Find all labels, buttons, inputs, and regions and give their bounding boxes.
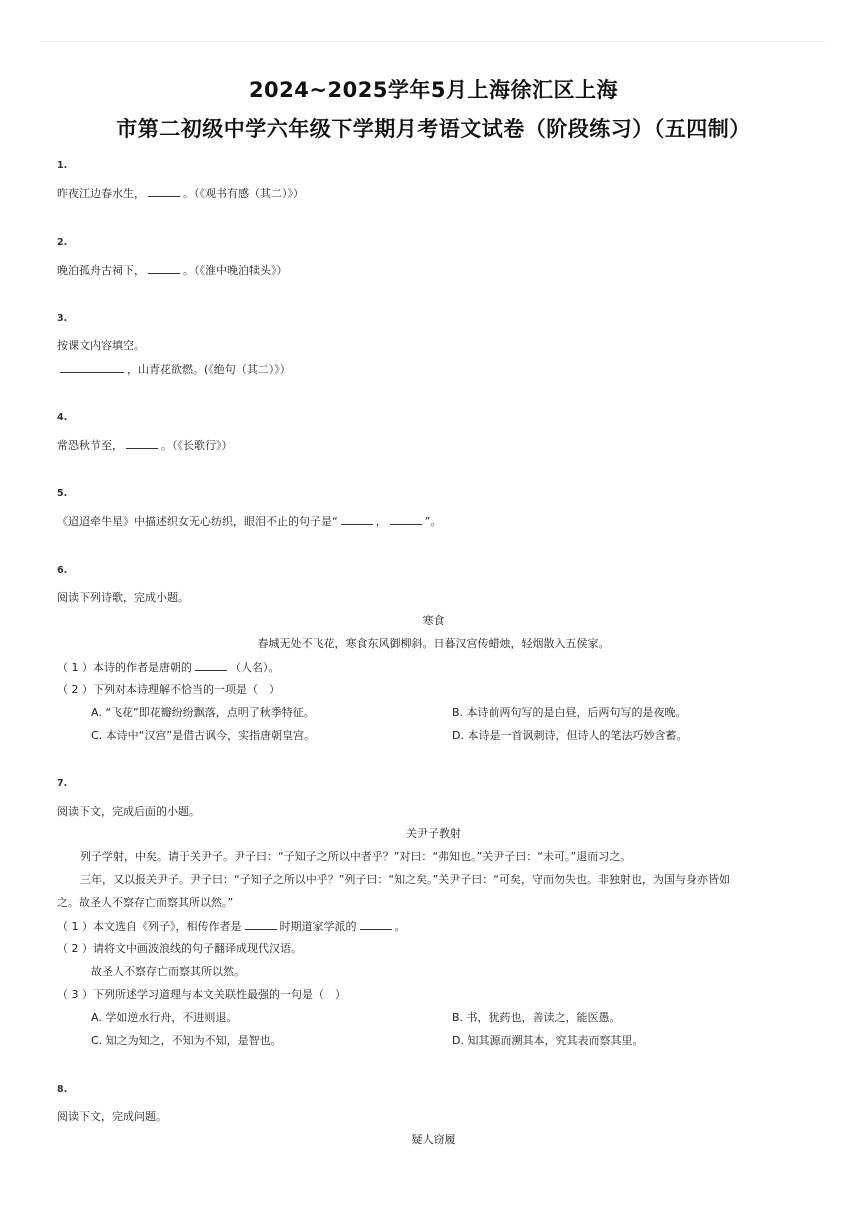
- question-6-option-b[interactable]: B. 本诗前两句写的是白昼，后两句写的是夜晚。: [452, 706, 687, 719]
- question-2-number: 2.: [57, 237, 68, 248]
- question-7-sub-1: [57, 919, 406, 934]
- exam-title-line1: 2024~2025学年5月上海徐汇区上海: [248, 78, 619, 102]
- passage-title: 关尹子教射: [406, 827, 461, 840]
- question-2-text: [57, 263, 288, 278]
- poem-body: 春城无处不飞花，寒食东风御柳斜。日暮汉宫传蜡烛，轻烟散入五侯家。: [257, 637, 610, 650]
- question-3-suffix: ，山青花欲燃。(《绝句（其二）》）: [127, 363, 291, 376]
- passage-paragraph-2-line-2: 之。故圣人不察存亡而察其所以然。”: [57, 896, 234, 909]
- question-7-option-b[interactable]: B. 书，犹药也，善读之，能医愚。: [452, 1011, 621, 1024]
- question-5-blank-2[interactable]: [390, 514, 422, 525]
- question-7-sub-1-blank-1[interactable]: [245, 919, 277, 930]
- question-7-sub-2: （ 2 ）请将文中画波浪线的句子翻译成现代汉语。: [57, 942, 302, 955]
- question-3-number: 3.: [57, 313, 68, 324]
- question-7-option-d[interactable]: D. 知其源而溯其本，究其表而察其里。: [452, 1034, 644, 1047]
- question-7-sub-2-quote: 故圣人不察存亡而察其所以然。: [91, 965, 245, 978]
- question-4-blank[interactable]: [126, 438, 158, 449]
- question-7-option-c[interactable]: C. 知之为知之，不知为不知，是智也。: [91, 1034, 282, 1047]
- question-5-middle: ，: [375, 515, 387, 528]
- question-2-blank[interactable]: [148, 263, 180, 274]
- question-1-text: [57, 186, 304, 201]
- question-6-intro: 阅读下列诗歌，完成小题。: [57, 591, 189, 604]
- question-3-text: [57, 362, 291, 377]
- question-4-suffix: 。（《长歌行》）: [161, 439, 233, 452]
- question-6-sub-1-suffix: （人名）。: [230, 661, 280, 674]
- question-1-blank[interactable]: [148, 186, 180, 197]
- question-6-option-a[interactable]: A. “飞花”即花瓣纷纷飘落，点明了秋季特征。: [91, 706, 315, 719]
- question-8-intro: 阅读下文，完成问题。: [57, 1110, 167, 1123]
- passage-paragraph-2-line-1: 三年，又以报关尹子。尹子曰：“子知子之所以中乎？”列子曰：“知之矣。”关尹子曰：“可矣，守而勿失也。非独射也，为国与身亦皆如: [80, 873, 730, 886]
- question-5-suffix: ”。: [424, 515, 442, 528]
- question-8-number: 8.: [57, 1084, 68, 1095]
- question-5-text: [57, 514, 441, 529]
- question-1-suffix: 。（《观书有感（其二）》）: [183, 187, 304, 200]
- question-7-sub-1-part-c: 。: [394, 920, 406, 933]
- question-6-sub-1: [57, 660, 280, 675]
- question-2-suffix: 。（《淮中晚泊犊头》）: [183, 264, 288, 277]
- question-4-prefix: 常恐秋节至，: [57, 439, 123, 452]
- question-7-intro: 阅读下文，完成后面的小题。: [57, 805, 200, 818]
- question-6-number: 6.: [57, 565, 68, 576]
- top-divider: [40, 41, 827, 42]
- poem-title: 寒食: [422, 614, 445, 627]
- question-6-sub-1-blank[interactable]: [195, 660, 227, 671]
- question-3-blank[interactable]: [60, 362, 124, 373]
- question-6-sub-2: （ 2 ）下列对本诗理解不恰当的一项是（ ）: [57, 683, 280, 696]
- passage-paragraph-1: 列子学射，中矣。请于关尹子。尹子曰：“子知子之所以中者乎？”对曰：“弗知也。”关尹子曰：“未可。”退而习之。: [80, 850, 632, 863]
- question-1-number: 1.: [57, 160, 68, 171]
- question-7-sub-1-part-b: 时期道家学派的: [279, 920, 357, 933]
- question-6-sub-1-prefix: （ 1 ）本诗的作者是唐朝的: [57, 661, 192, 674]
- exam-title-line2: 市第二初级中学六年级下学期月考语文试卷（阶段练习）（五四制）: [116, 117, 751, 141]
- question-5-prefix: 《迢迢牵牛星》中描述织女无心纺织，眼泪不止的句子是“: [57, 515, 338, 528]
- question-7-number: 7.: [57, 778, 68, 789]
- question-3-intro: 按课文内容填空。: [57, 339, 145, 352]
- question-6-option-c[interactable]: C. 本诗中“汉宫”是借古讽今，实指唐朝皇宫。: [91, 729, 316, 742]
- question-5-number: 5.: [57, 488, 68, 499]
- question-7-sub-1-blank-2[interactable]: [360, 919, 392, 930]
- question-2-prefix: 晚泊孤舟古祠下，: [57, 264, 145, 277]
- question-1-prefix: 昨夜江边春水生，: [57, 187, 145, 200]
- question-8-passage-title: 疑人窃履: [411, 1133, 456, 1146]
- question-4-text: [57, 438, 233, 453]
- question-6-option-d[interactable]: D. 本诗是一首讽刺诗，但诗人的笔法巧妙含蓄。: [452, 729, 688, 742]
- question-7-sub-3: （ 3 ）下列所述学习道理与本文关联性最强的一句是（ ）: [57, 988, 346, 1001]
- question-4-number: 4.: [57, 412, 68, 423]
- question-7-option-a[interactable]: A. 学如逆水行舟，不进则退。: [91, 1011, 238, 1024]
- question-7-sub-1-part-a: （ 1 ）本文选自《列子》，相传作者是: [57, 920, 242, 933]
- question-5-blank-1[interactable]: [341, 514, 373, 525]
